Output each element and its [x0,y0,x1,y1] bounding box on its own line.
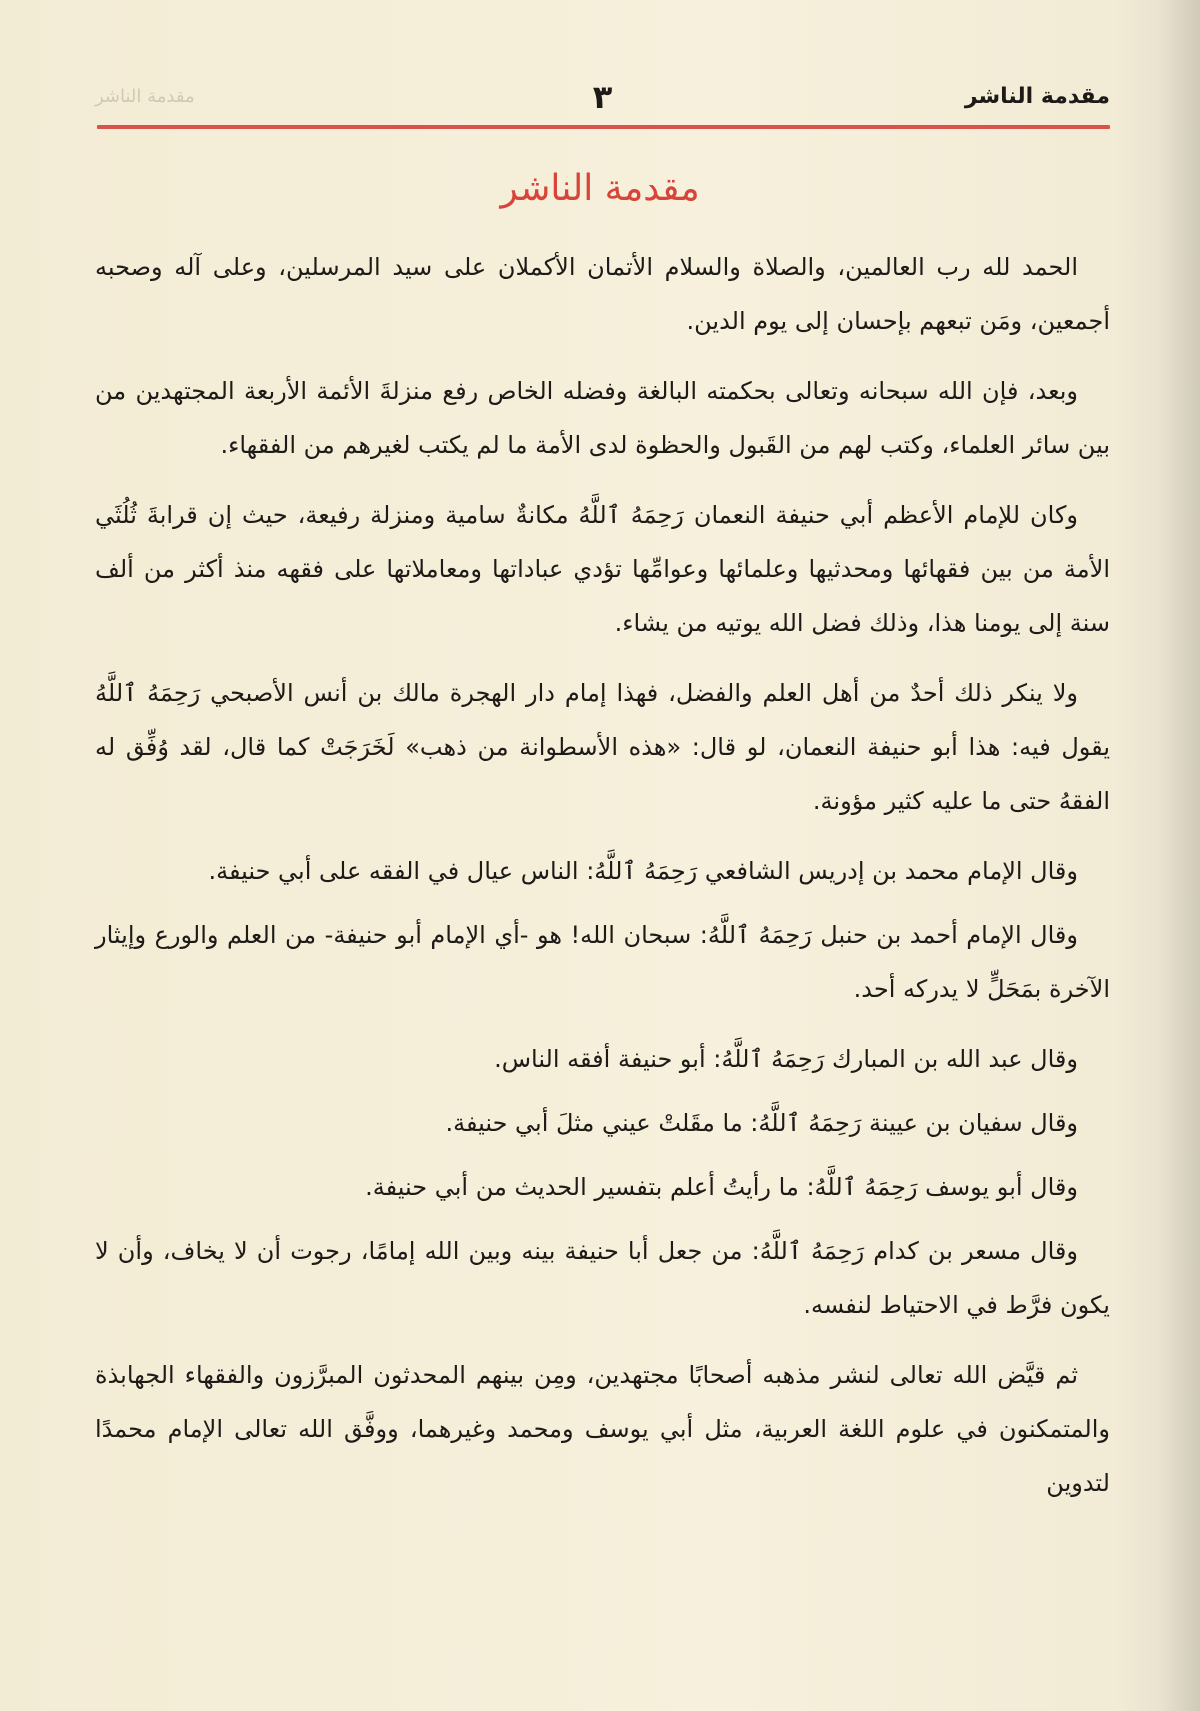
header-divider-rule [97,125,1110,129]
paragraph-malik-quote: ولا ينكر ذلك أحدٌ من أهل العلم والفضل، فهذا إمام دار الهجرة مالك بن أنس الأصبحي رَحِمَهُ ٱللَّهُ يقول فيه: هذا أبو حنيفة النعمان، لو قال: «هذه الأسطوانة من ذهب» لَخَرَجَتْ كما قال، لقد وُفِّق له الفقهُ حتى ما عليه كثير مؤونة. [95,679,1110,815]
paragraph-abu-hanifa-status: وكان للإمام الأعظم أبي حنيفة النعمان رَحِمَهُ ٱللَّهُ مكانةٌ سامية ومنزلة رفيعة، حيث إن قرابةَ ثُلُثَي الأمة من بين فقهائها ومحدثيها وعلمائها وعوامِّها تؤدي عباداتها ومعاملاتها على فقهه منذ أكثر من ألف سنة إلى يومنا هذا، وذلك فضل الله يوتيه من يشاء. [95,501,1110,637]
paragraph-abu-yusuf-quote: وقال أبو يوسف رَحِمَهُ ٱللَّهُ: ما رأيتُ أعلم بتفسير الحديث من أبي حنيفة. [365,1173,1078,1201]
running-header-title: مقدمة الناشر [964,84,1110,109]
paragraph-opening-praise: الحمد لله رب العالمين، والصلاة والسلام الأتمان الأكملان على سيد المرسلين، وعلى آله وصحبه أجمعين، ومَن تبعهم بإحسان إلى يوم الدين. [95,253,1110,335]
section-title: مقدمة الناشر [500,168,700,209]
paragraph-companions: ثم قيَّض الله تعالى لنشر مذهبه أصحابًا مجتهدين، ومِن بينهم المحدثون المبرَّزون والفقهاء الجهابذة والمتمكنون في علوم اللغة العربية، مثل أبي يوسف ومحمد وغيرهما، ووفَّق الله تعالى الإمام محمدًا لتدوين [95,1361,1110,1497]
page-number: ٣ [592,78,613,116]
paragraph-shafii-quote: وقال الإمام محمد بن إدريس الشافعي رَحِمَهُ ٱللَّهُ: الناس عيال في الفقه على أبي حنيفة. [208,857,1078,885]
paragraph-ibn-mubarak-quote: وقال عبد الله بن المبارك رَحِمَهُ ٱللَّهُ: أبو حنيفة أفقه الناس. [494,1045,1078,1073]
paragraph-four-imams: وبعد، فإن الله سبحانه وتعالى بحكمته البالغة وفضله الخاص رفع منزلةَ الأئمة الأربعة المجتهدين من بين سائر العلماء، وكتب لهم من القَبول والحظوة لدى الأمة ما لم يكتب لغيرهم من الفقهاء. [95,377,1110,459]
running-header [95,78,1110,122]
page-gutter-shadow [1160,0,1200,1711]
bleed-through-header: مقدمة الناشر [95,86,195,107]
body-text [95,240,1110,1526]
paragraph-ahmad-quote: وقال الإمام أحمد بن حنبل رَحِمَهُ ٱللَّهُ: سبحان الله! هو -أي الإمام أبو حنيفة- من العلم والورع وإيثار الآخرة بمَحَلٍّ لا يدركه أحد. [95,921,1110,1003]
paragraph-sufyan-quote: وقال سفيان بن عيينة رَحِمَهُ ٱللَّهُ: ما مقَلتْ عيني مثلَ أبي حنيفة. [445,1109,1078,1137]
paragraph-misar-quote: وقال مسعر بن كدام رَحِمَهُ ٱللَّهُ: من جعل أبا حنيفة بينه وبين الله إمامًا، رجوت أن لا يخاف، وأن لا يكون فرَّط في الاحتياط لنفسه. [95,1237,1110,1319]
